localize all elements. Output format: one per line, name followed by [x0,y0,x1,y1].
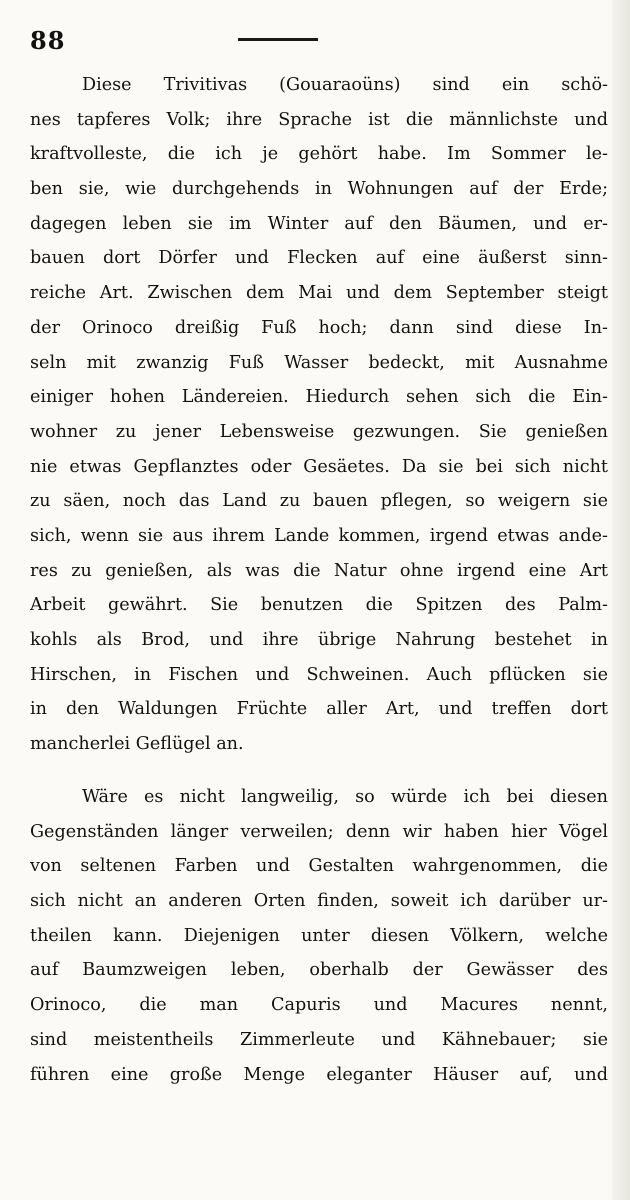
page-number: 88 [30,26,66,55]
text-line: der Orinoco dreißig Fuß hoch; dann sind diese In- [30,317,608,338]
text-line: Wäre es nicht langweilig, so würde ich bei diesen [82,787,608,807]
text-line: von seltenen Farben und Gestalten wahrgenommen, die [30,856,608,877]
text-line: kraftvolleste, die ich je gehört habe. Im Sommer le- [30,144,608,165]
text-line: res zu genießen, als was die Natur ohne irgend eine Art [30,560,608,581]
paragraph-1 [30,68,608,762]
text-line: nes tapferes Volk; ihre Sprache ist die männlichste und [30,109,608,130]
header-rule [238,38,318,41]
text-line: Hirschen, in Fischen und Schweinen. Auch pflücken sie [30,664,608,685]
text-line: bauen dort Dörfer und Flecken auf eine äußerst sinn- [30,248,608,269]
text-line: reiche Art. Zwischen dem Mai und dem September steigt [30,283,608,304]
text-line: sich, wenn sie aus ihrem Lande kommen, irgend etwas ande- [30,525,608,546]
text-line: einiger hohen Ländereien. Hiedurch sehen sich die Ein- [30,387,608,408]
text-line: Orinoco, die man Capuris und Macures nennt, [30,995,608,1016]
text-line: mancherlei Geflügel an. [30,734,244,755]
text-line: zu säen, noch das Land zu bauen pflegen, so weigern sie [30,491,608,512]
text-line: sich nicht an anderen Orten finden, soweit ich darüber ur- [30,891,608,912]
text-line: wohner zu jener Lebensweise gezwungen. Sie genießen [30,421,608,442]
text-line: dagegen leben sie im Winter auf den Bäumen, und er- [30,213,608,234]
text-line: ben sie, wie durchgehends in Wohnungen auf der Erde; [30,179,608,200]
text-line: sind meistentheils Zimmerleute und Kähnebauer; sie [30,1029,608,1050]
page-edge-shadow [612,0,630,1200]
text-line: Diese Trivitivas (Gouaraoüns) sind ein schö- [82,75,608,95]
text-line: theilen kann. Diejenigen unter diesen Völkern, welche [30,925,608,946]
text-line: führen eine große Menge eleganter Häuser auf, und [30,1064,608,1085]
text-line: auf Baumzweigen leben, oberhalb der Gewässer des [30,960,608,981]
text-line: seln mit zwanzig Fuß Wasser bedeckt, mit Ausnahme [30,352,608,373]
text-line: kohls als Brod, und ihre übrige Nahrung bestehet in [30,630,608,650]
paragraph-2 [30,780,608,1092]
text-line: Arbeit gewährt. Sie benutzen die Spitzen des Palm- [30,595,608,616]
text-line: in den Waldungen Früchte aller Art, und treffen dort [30,699,608,720]
text-line: nie etwas Gepflanztes oder Gesäetes. Da sie bei sich nicht [30,456,608,477]
text-line: Gegenständen länger verweilen; denn wir haben hier Vögel [30,821,608,842]
